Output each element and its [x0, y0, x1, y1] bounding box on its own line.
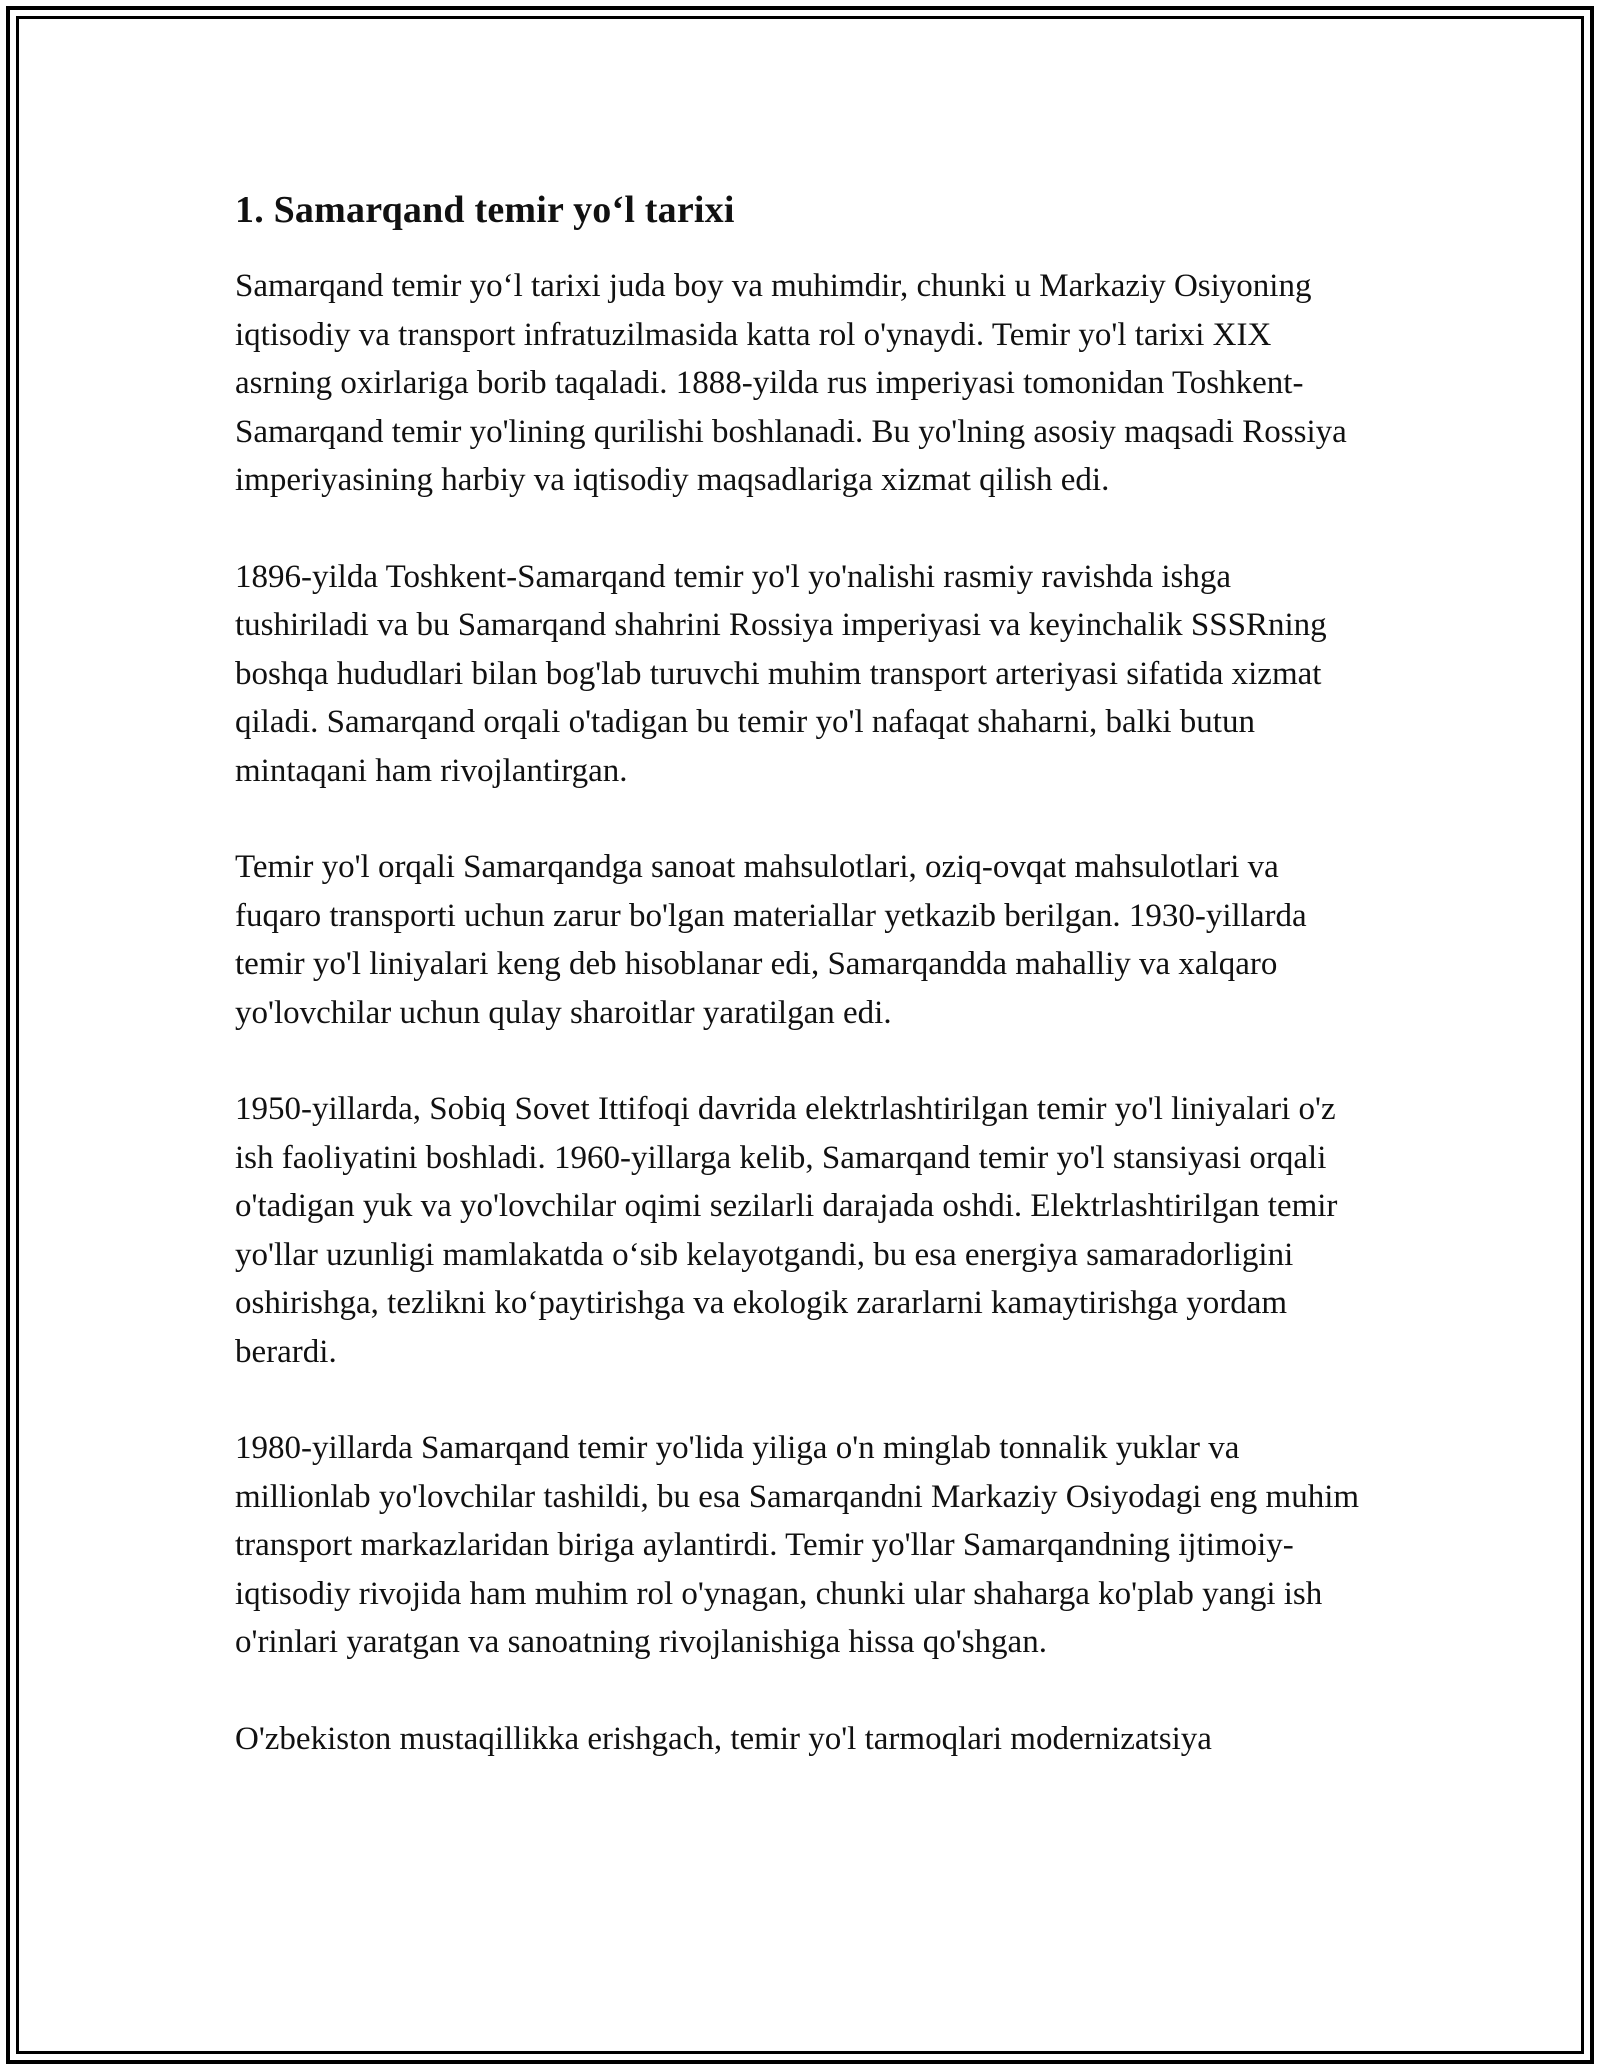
paragraph-6: O'zbekiston mustaqillikka erishgach, temir yo'l tarmoqlari modernizatsiya: [235, 1720, 1212, 1757]
paragraph-2: 1896-yilda Toshkent-Samarqand temir yo'l yo'nalishi rasmiy ravishda ishga tushiriladi va bu Samarqand shahrini Rossiya imperiyasi va keyinchalik SSSRning boshqa hududlari bilan bog'lab turuvchi muhim transport arteriyasi sifatida xizmat qiladi. Samarqand orqali o'tadigan bu temir yo'l nafaqat shaharni, balki butun mintaqani ham rivojlantirgan.: [235, 558, 1327, 789]
paragraph-4: 1950-yillarda, Sobiq Sovet Ittifoqi davrida elektrlashtirilgan temir yo'l liniyalari o'z ish faoliyatini boshladi. 1960-yillarga kelib, Samarqand temir yo'l stansiyasi orqali o'tadigan yuk va yo'lovchilar oqimi sezilarli darajada oshdi. Elektrlashtirilgan temir yo'llar uzunligi mamlakatda o‘sib kelayotgandi, bu esa energiya samaradorligini oshirishga, tezlikni ko‘paytirishga va ekologik zararlarni kamaytirishga yordam berardi.: [235, 1091, 1338, 1370]
section-title: 1. Samarqand temir yo‘l tarixi: [235, 189, 735, 231]
paragraph-3: Temir yo'l orqali Samarqandga sanoat mahsulotlari, oziq-ovqat mahsulotlari va fuqaro transporti uchun zarur bo'lgan materiallar yetkazib berilgan. 1930-yillarda temir yo'l liniyalari keng deb hisoblanar edi, Samarqandda mahalliy va xalqaro yo'lovchilar uchun qulay sharoitlar yaratilgan edi.: [235, 849, 1307, 1031]
paragraph-1: Samarqand temir yo‘l tarixi juda boy va muhimdir, chunki u Markaziy Osiyoning iqtisodiy va transport infratuzilmasida katta rol o'ynaydi. Temir yo'l tarixi XIX asrning oxirlariga borib taqaladi. 1888-yilda rus imperiyasi tomonidan Toshkent-Samarqand temir yo'lining qurilishi boshlanadi. Bu yo'lning asosiy maqsadi Rossiya imperiyasining harbiy va iqtisodiy maqsadlariga xizmat qilish edi.: [235, 268, 1347, 498]
paragraph-5: 1980-yillarda Samarqand temir yo'lida yiliga o'n minglab tonnalik yuklar va millionlab yo'lovchilar tashildi, bu esa Samarqandni Markaziy Osiyodagi eng muhim transport markazlaridan biriga aylantirdi. Temir yo'llar Samarqandning ijtimoiy-iqtisodiy rivojida ham muhim rol o'ynagan, chunki ular shaharga ko'plab yangi ish o'rinlari yaratgan va sanoatning rivojlanishiga hissa qo'shgan.: [235, 1430, 1360, 1660]
document-body: [235, 186, 1365, 1811]
